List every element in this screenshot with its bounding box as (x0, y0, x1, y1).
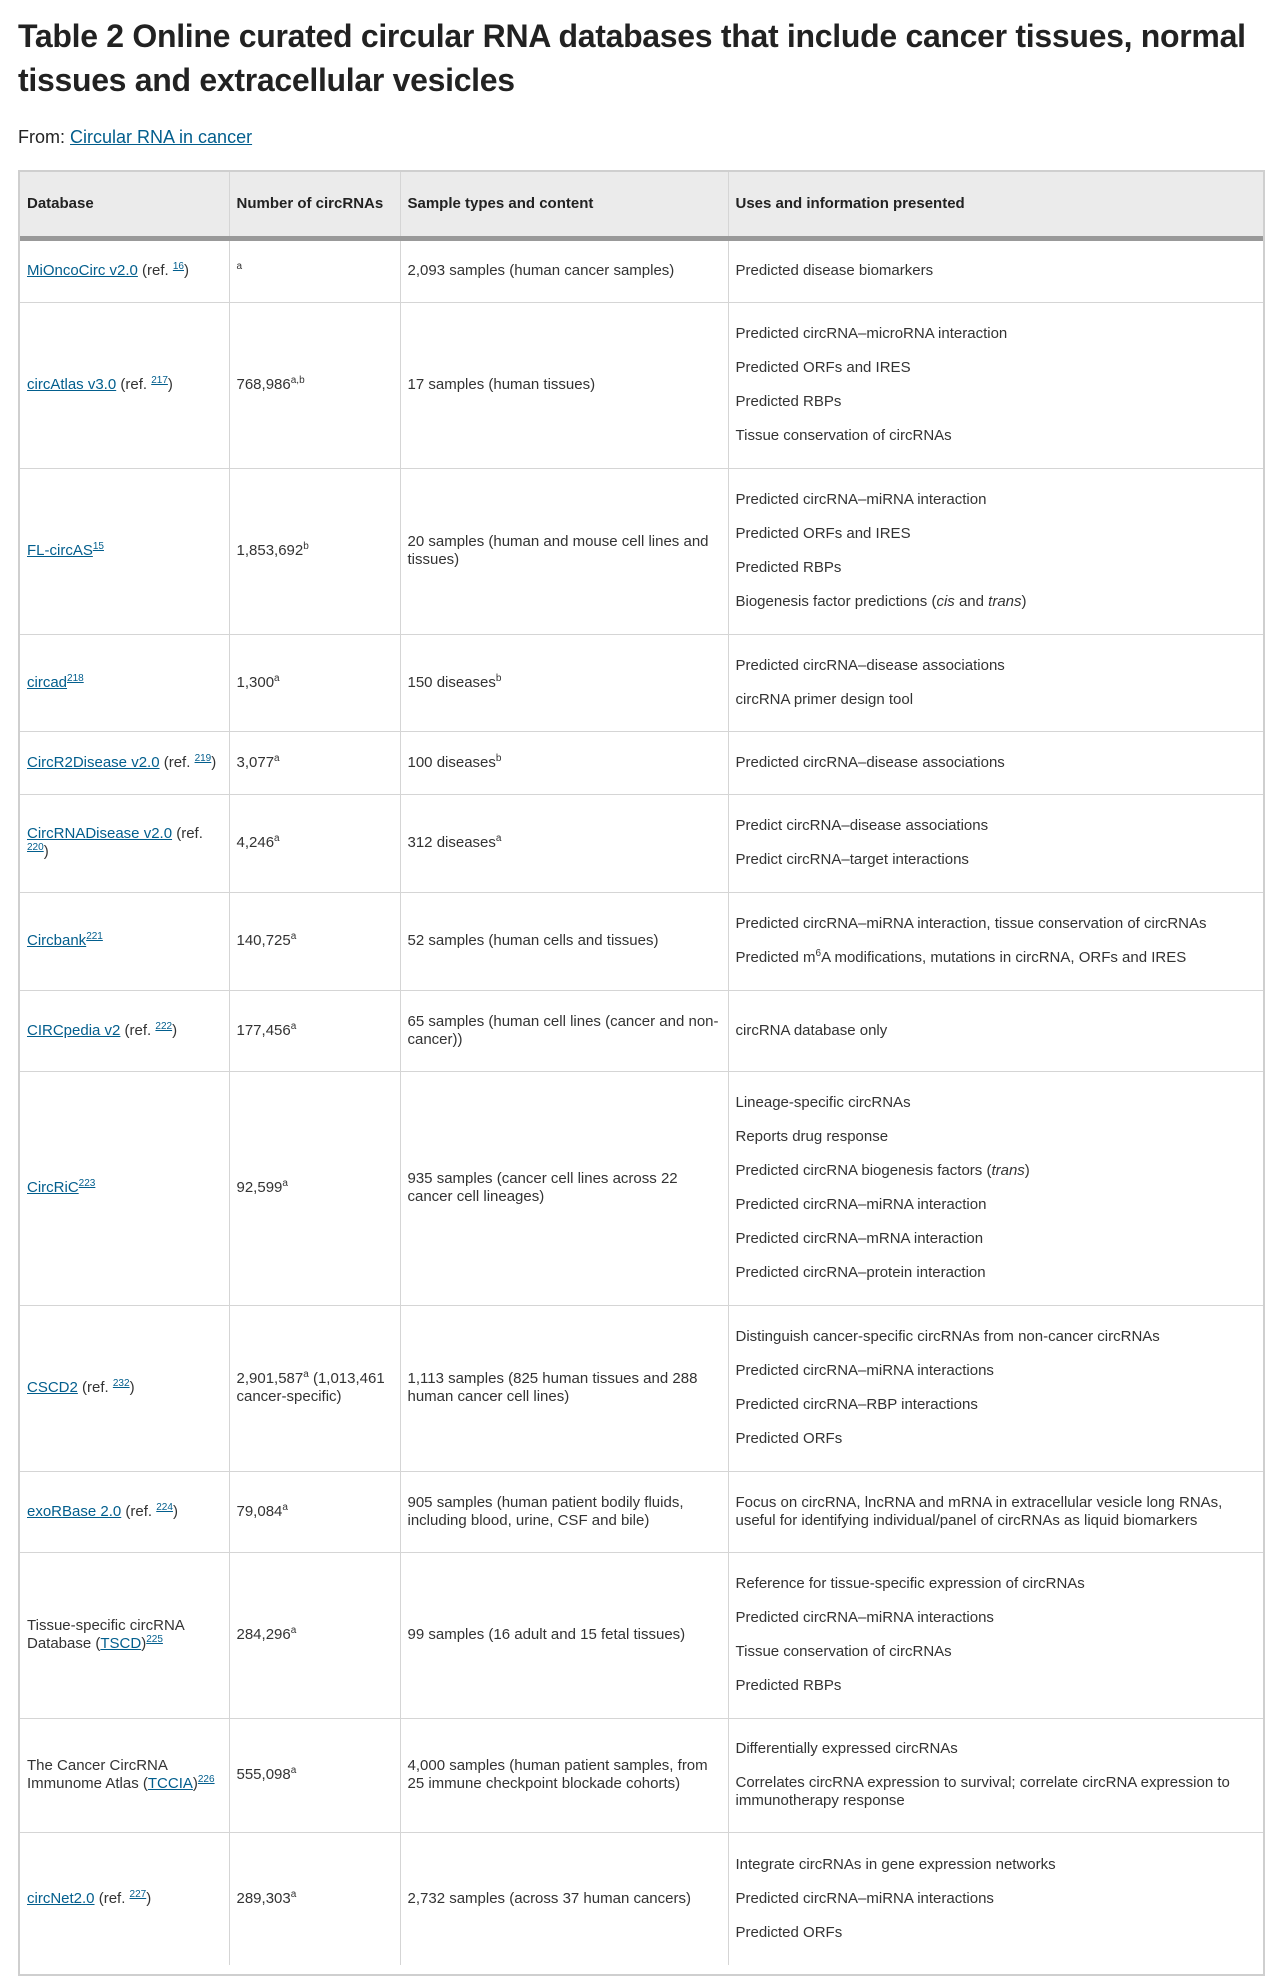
cell-text: Reference for tissue-specific expression of circRNAs (735, 1575, 1085, 1592)
use-item (736, 1774, 1257, 1810)
cell-text: Distinguish cancer-specific circRNAs from non-cancer circRNAs (735, 1328, 1160, 1345)
table-container (18, 170, 1265, 1976)
use-item (736, 525, 1257, 543)
use-item (736, 1162, 1257, 1180)
from-label: From: (18, 127, 65, 147)
reference-superscript (173, 261, 184, 272)
column-header-uses: Uses and information presented (728, 172, 1263, 238)
footnote-marker: b (495, 752, 502, 764)
cell-samples (400, 1552, 728, 1718)
cell-database (20, 731, 229, 794)
use-item (736, 1396, 1257, 1414)
cell-samples (400, 302, 728, 468)
use-item (736, 427, 1257, 445)
footnote-marker: a (282, 1501, 288, 1513)
cell-text: 140,725 (236, 932, 291, 949)
cell-samples (400, 794, 728, 892)
footnote-marker: a (495, 833, 502, 844)
cell-number (229, 1552, 400, 1718)
cell-text: ) (146, 1889, 152, 1907)
page-title: Table 2 Online curated circular RNA databases that include cancer tissues, normal tissues and extracellular vesicles (18, 18, 1246, 98)
footnote-marker: a (274, 672, 280, 684)
cell-number (229, 1832, 400, 1965)
table-row (20, 1832, 1263, 1965)
cell-text: ) (1024, 1162, 1030, 1179)
cell-text: Predict circRNA–target interactions (735, 851, 969, 868)
reference-link[interactable]: 221 (86, 931, 103, 942)
cell-samples (400, 238, 728, 302)
reference-superscript (198, 1774, 215, 1785)
cell-text: (ref. (77, 1379, 113, 1396)
database-link[interactable]: MiOncoCirc v2.0 (27, 262, 138, 279)
cell-uses (728, 1305, 1263, 1471)
cell-text: Predicted circRNA–RBP interactions (735, 1396, 978, 1413)
cell-database (20, 1552, 229, 1718)
cell-text: 52 samples (human cells and tissues) (407, 932, 659, 949)
cell-text: Correlates circRNA expression to survival; correlate circRNA expression to immunotherapy response (735, 1774, 1230, 1809)
cell-database (20, 1832, 229, 1965)
use-item (736, 817, 1257, 835)
cell-text: 3,077 (236, 753, 275, 771)
use-item (736, 1430, 1257, 1448)
reference-superscript (79, 1178, 96, 1189)
cell-text: 4,000 samples (human patient samples, from 25 immune checkpoint blockade cohorts) (407, 1757, 708, 1792)
cell-text: ) (192, 1775, 198, 1792)
use-item (736, 559, 1257, 577)
cell-text: Tissue-specific circRNA Database ( (27, 1617, 184, 1652)
cell-text: Reports drug response (735, 1128, 889, 1145)
reference-superscript (195, 753, 212, 764)
footnote-marker: a (303, 1369, 309, 1380)
reference-superscript (156, 1502, 173, 1513)
cell-text: 92,599 (236, 1179, 283, 1196)
cell-text: 768,986 (236, 376, 291, 393)
cell-text: Predicted ORFs (735, 1430, 843, 1447)
reference-superscript (151, 375, 168, 386)
cell-database (20, 1718, 229, 1832)
cell-text: Tissue conservation of circRNAs (735, 427, 952, 444)
cell-text: ) (211, 753, 217, 771)
footnote-marker: a (236, 261, 243, 272)
cell-database (20, 468, 229, 634)
cell-text: Predicted ORFs (735, 1923, 843, 1941)
cell-samples (400, 731, 728, 794)
footnote-marker: a (274, 833, 280, 844)
reference-link[interactable]: 222 (155, 1020, 173, 1032)
cell-text: 935 samples (cancer cell lines across 22 cancer cell lineages) (407, 1170, 678, 1205)
cell-uses (728, 1552, 1263, 1718)
footnote-marker: a (290, 1020, 297, 1032)
cell-text: (ref. (120, 1021, 156, 1039)
cell-uses (728, 1832, 1263, 1965)
cell-text: circRNA primer design tool (735, 690, 914, 708)
cell-text: 2,901,587 (236, 1370, 304, 1387)
use-item (736, 1196, 1257, 1214)
reference-superscript (113, 1378, 130, 1389)
table-row (20, 468, 1263, 634)
cell-text: ) (167, 376, 173, 393)
table-row (20, 1471, 1263, 1552)
cell-uses (728, 731, 1263, 794)
cell-number (229, 731, 400, 794)
cell-text: Focus on circRNA, lncRNA and mRNA in extracellular vesicle long RNAs, useful for identifying individual/panel of circRNAs as liquid biomarkers (735, 1493, 1223, 1529)
cell-text: Biogenesis factor predictions ( (735, 593, 937, 610)
cell-uses (728, 302, 1263, 468)
cell-text: Predicted circRNA–mRNA interaction (735, 1230, 984, 1247)
use-item (736, 1677, 1257, 1695)
cell-number (229, 1305, 400, 1471)
cell-database (20, 1305, 229, 1471)
use-item (736, 359, 1257, 377)
cell-uses (728, 794, 1263, 892)
column-header-samples: Sample types and content (400, 172, 728, 238)
cell-text: Predicted circRNA–miRNA interactions (735, 1362, 994, 1379)
database-link[interactable]: CircRiC (27, 1179, 79, 1196)
cell-text: (ref. (94, 1889, 130, 1907)
cell-text: 312 diseases (407, 834, 496, 851)
cell-text: Predicted circRNA–protein interaction (735, 1264, 986, 1281)
cell-uses (728, 990, 1263, 1071)
cell-text: Lineage-specific circRNAs (735, 1094, 911, 1111)
reference-link[interactable]: 220 (27, 842, 44, 853)
cell-text: (ref. (172, 825, 203, 842)
database-link[interactable]: CircRNADisease v2.0 (27, 825, 173, 842)
cell-text: Predicted RBPs (735, 393, 842, 410)
cell-text: 100 diseases (407, 753, 496, 771)
cell-text: Predicted circRNA biogenesis factors ( (735, 1162, 992, 1179)
use-item (736, 949, 1257, 967)
use-item (736, 1890, 1257, 1908)
cell-number (229, 1718, 400, 1832)
cell-database (20, 1071, 229, 1305)
cell-text: 555,098 (236, 1766, 291, 1783)
cell-samples (400, 1305, 728, 1471)
cell-samples (400, 1071, 728, 1305)
database-link[interactable]: circad (27, 673, 68, 691)
cell-text: ) (129, 1379, 135, 1396)
cell-text: 1,853,692 (236, 542, 304, 559)
cell-uses (728, 468, 1263, 634)
cell-text: Predicted circRNA–disease associations (735, 656, 1005, 674)
cell-database (20, 238, 229, 302)
use-item (736, 915, 1257, 933)
use-item (736, 1022, 1257, 1040)
cell-uses (728, 892, 1263, 990)
cell-number (229, 468, 400, 634)
cell-text: ) (1021, 593, 1027, 610)
cell-uses (728, 1471, 1263, 1552)
cell-text: ) (172, 1021, 178, 1039)
cell-text: 289,303 (236, 1889, 291, 1907)
cell-number (229, 302, 400, 468)
cell-text: ) (184, 262, 189, 279)
cell-text: 1,113 samples (825 human tissues and 288 human cancer cell lines) (407, 1370, 698, 1405)
cell-text: 1,300 (236, 673, 275, 691)
cell-text: Predicted disease biomarkers (735, 262, 934, 279)
cell-text: Differentially expressed circRNAs (735, 1740, 958, 1757)
cell-text: The Cancer CircRNA Immunome Atlas ( (27, 1757, 168, 1792)
cell-samples (400, 1718, 728, 1832)
reference-link[interactable]: 232 (112, 1378, 130, 1389)
cell-text: Predicted RBPs (735, 559, 842, 576)
use-item (736, 1494, 1257, 1530)
cell-text: (1,013,461 cancer-specific) (236, 1370, 385, 1405)
use-item (736, 1128, 1257, 1146)
cell-text: (ref. (159, 753, 195, 771)
cell-text: Predicted RBPs (735, 1677, 842, 1694)
use-item (736, 691, 1257, 709)
use-item (736, 325, 1257, 343)
reference-link[interactable]: 226 (197, 1774, 215, 1785)
cell-samples (400, 634, 728, 731)
use-item (736, 393, 1257, 411)
cell-text: 2,093 samples (human cancer samples) (407, 262, 675, 279)
cell-text: 2,732 samples (across 37 human cancers) (407, 1889, 691, 1907)
reference-superscript (155, 1021, 172, 1032)
cell-number (229, 990, 400, 1071)
cell-database (20, 302, 229, 468)
cell-text: ) (141, 1635, 147, 1652)
reference-superscript (27, 842, 44, 853)
table-row (20, 731, 1263, 794)
cell-text: 79,084 (236, 1502, 283, 1520)
use-item (736, 754, 1257, 772)
reference-link[interactable]: 227 (129, 1888, 147, 1900)
cell-text: 65 samples (human cell lines (cancer and non-cancer)) (407, 1012, 719, 1048)
cell-number (229, 634, 400, 731)
cell-database (20, 990, 229, 1071)
cell-samples (400, 468, 728, 634)
cell-uses (728, 238, 1263, 302)
use-item (736, 1264, 1257, 1282)
cell-text: Predicted m (735, 949, 816, 966)
reference-superscript (146, 1634, 163, 1645)
footnote-marker: a,b (290, 375, 305, 386)
cell-text: Integrate circRNAs in gene expression networks (735, 1855, 1056, 1873)
cell-text: (ref. (116, 376, 152, 393)
table-row (20, 634, 1263, 731)
use-item (736, 1094, 1257, 1112)
footnote-marker: a (290, 1888, 297, 1900)
database-link[interactable]: FL-circAS (27, 542, 93, 559)
cell-text: 905 samples (human patient bodily fluids, including blood, urine, CSF and bile) (407, 1493, 684, 1529)
footnote-marker: a (290, 931, 297, 942)
reference-link[interactable]: 225 (146, 1634, 163, 1645)
cell-samples (400, 990, 728, 1071)
cell-uses (728, 1718, 1263, 1832)
reference-link[interactable]: 218 (67, 672, 84, 684)
cell-text: 177,456 (236, 1021, 291, 1039)
use-item (736, 1328, 1257, 1346)
table-header-row (20, 172, 1263, 238)
cell-text: 4,246 (236, 834, 275, 851)
footnote-marker: a (274, 752, 280, 764)
cell-text: ) (172, 1502, 178, 1520)
use-item (736, 851, 1257, 869)
reference-link[interactable]: 15 (92, 541, 104, 552)
reference-superscript (130, 1889, 147, 1900)
use-item (736, 1643, 1257, 1661)
reference-link[interactable]: 219 (194, 752, 212, 764)
database-link[interactable]: TCCIA (147, 1775, 193, 1792)
reference-link[interactable]: 217 (151, 375, 168, 386)
use-item (736, 1575, 1257, 1593)
cell-text: A modifications, mutations in circRNA, ORFs and IRES (821, 949, 1187, 966)
table-row (20, 892, 1263, 990)
cell-text: (ref. (121, 1502, 157, 1520)
cell-uses (728, 634, 1263, 731)
database-link[interactable]: circNet2.0 (27, 1889, 95, 1907)
use-item (736, 1740, 1257, 1758)
cell-number (229, 794, 400, 892)
cell-database (20, 1471, 229, 1552)
italic-text: trans (988, 593, 1022, 610)
footnote-marker: 6 (815, 948, 822, 959)
cell-text: Predicted circRNA–miRNA interactions (735, 1609, 994, 1626)
column-header-database: Database (20, 172, 229, 238)
database-link[interactable]: circAtlas v3.0 (27, 376, 117, 393)
footnote-marker: a (282, 1178, 288, 1189)
cell-text: circRNA database only (735, 1021, 888, 1039)
use-item (736, 1362, 1257, 1380)
use-item (736, 657, 1257, 675)
cell-samples (400, 1832, 728, 1965)
cell-samples (400, 892, 728, 990)
table-row (20, 990, 1263, 1071)
italic-text: trans (991, 1162, 1025, 1179)
table-row (20, 302, 1263, 468)
use-item (736, 262, 1257, 280)
cell-text: 99 samples (16 adult and 15 fetal tissues) (407, 1626, 686, 1643)
cell-text: Predicted circRNA–miRNA interaction (735, 1196, 987, 1213)
database-link[interactable]: Circbank (27, 932, 87, 949)
cell-text: 150 diseases (407, 673, 496, 691)
use-item (736, 491, 1257, 509)
cell-number (229, 238, 400, 302)
database-link[interactable]: CSCD2 (27, 1379, 78, 1396)
cell-text: 20 samples (human and mouse cell lines and tissues) (407, 533, 709, 568)
cell-text: Predicted circRNA–miRNA interactions (735, 1889, 994, 1907)
database-table (20, 172, 1263, 1965)
cell-text: ) (43, 843, 49, 860)
cell-database (20, 892, 229, 990)
footnote-marker: b (495, 672, 502, 684)
reference-superscript (86, 931, 103, 942)
database-link[interactable]: exoRBase 2.0 (27, 1502, 122, 1520)
table-row (20, 1305, 1263, 1471)
column-header-number: Number of circRNAs (229, 172, 400, 238)
table-row (20, 794, 1263, 892)
cell-text: Predicted circRNA–miRNA interaction (735, 491, 987, 508)
table-row (20, 1071, 1263, 1305)
reference-link[interactable]: 16 (172, 261, 184, 272)
table-body (20, 238, 1263, 1965)
database-link[interactable]: CIRCpedia v2 (27, 1021, 121, 1039)
table-row (20, 238, 1263, 302)
database-link[interactable]: CircR2Disease v2.0 (27, 753, 160, 771)
cell-samples (400, 1471, 728, 1552)
from-line (18, 125, 252, 149)
reference-link[interactable]: 223 (78, 1178, 96, 1189)
reference-superscript (93, 541, 104, 552)
reference-link[interactable]: 224 (156, 1501, 173, 1513)
cell-text: and (954, 593, 989, 610)
cell-number (229, 1471, 400, 1552)
database-link[interactable]: TSCD (100, 1635, 142, 1652)
use-item (736, 1856, 1257, 1874)
table-row (20, 1552, 1263, 1718)
use-item (736, 1609, 1257, 1627)
footnote-marker: b (303, 541, 309, 552)
cell-text: Predict circRNA–disease associations (735, 817, 989, 834)
reference-superscript (67, 673, 84, 684)
cell-text: Tissue conservation of circRNAs (735, 1643, 952, 1660)
cell-number (229, 892, 400, 990)
cell-text: Predicted ORFs and IRES (735, 525, 911, 542)
use-item (736, 1924, 1257, 1942)
cell-text: Predicted circRNA–miRNA interaction, tissue conservation of circRNAs (735, 915, 1207, 932)
cell-database (20, 634, 229, 731)
footnote-marker: a (290, 1765, 297, 1776)
cell-number (229, 1071, 400, 1305)
cell-text: Predicted circRNA–disease associations (735, 753, 1005, 771)
cell-text: Predicted circRNA–microRNA interaction (735, 325, 1008, 342)
cell-database (20, 794, 229, 892)
cell-text: 17 samples (human tissues) (407, 376, 596, 393)
cell-uses (728, 1071, 1263, 1305)
article-link[interactable]: Circular RNA in cancer (70, 127, 253, 147)
cell-text: Predicted ORFs and IRES (735, 359, 911, 376)
cell-text: 284,296 (236, 1626, 291, 1643)
italic-text: cis (936, 593, 955, 610)
use-item (736, 1230, 1257, 1248)
footnote-marker: a (290, 1625, 297, 1636)
table-row (20, 1718, 1263, 1832)
use-item (736, 593, 1257, 611)
cell-text: (ref. (137, 262, 173, 279)
